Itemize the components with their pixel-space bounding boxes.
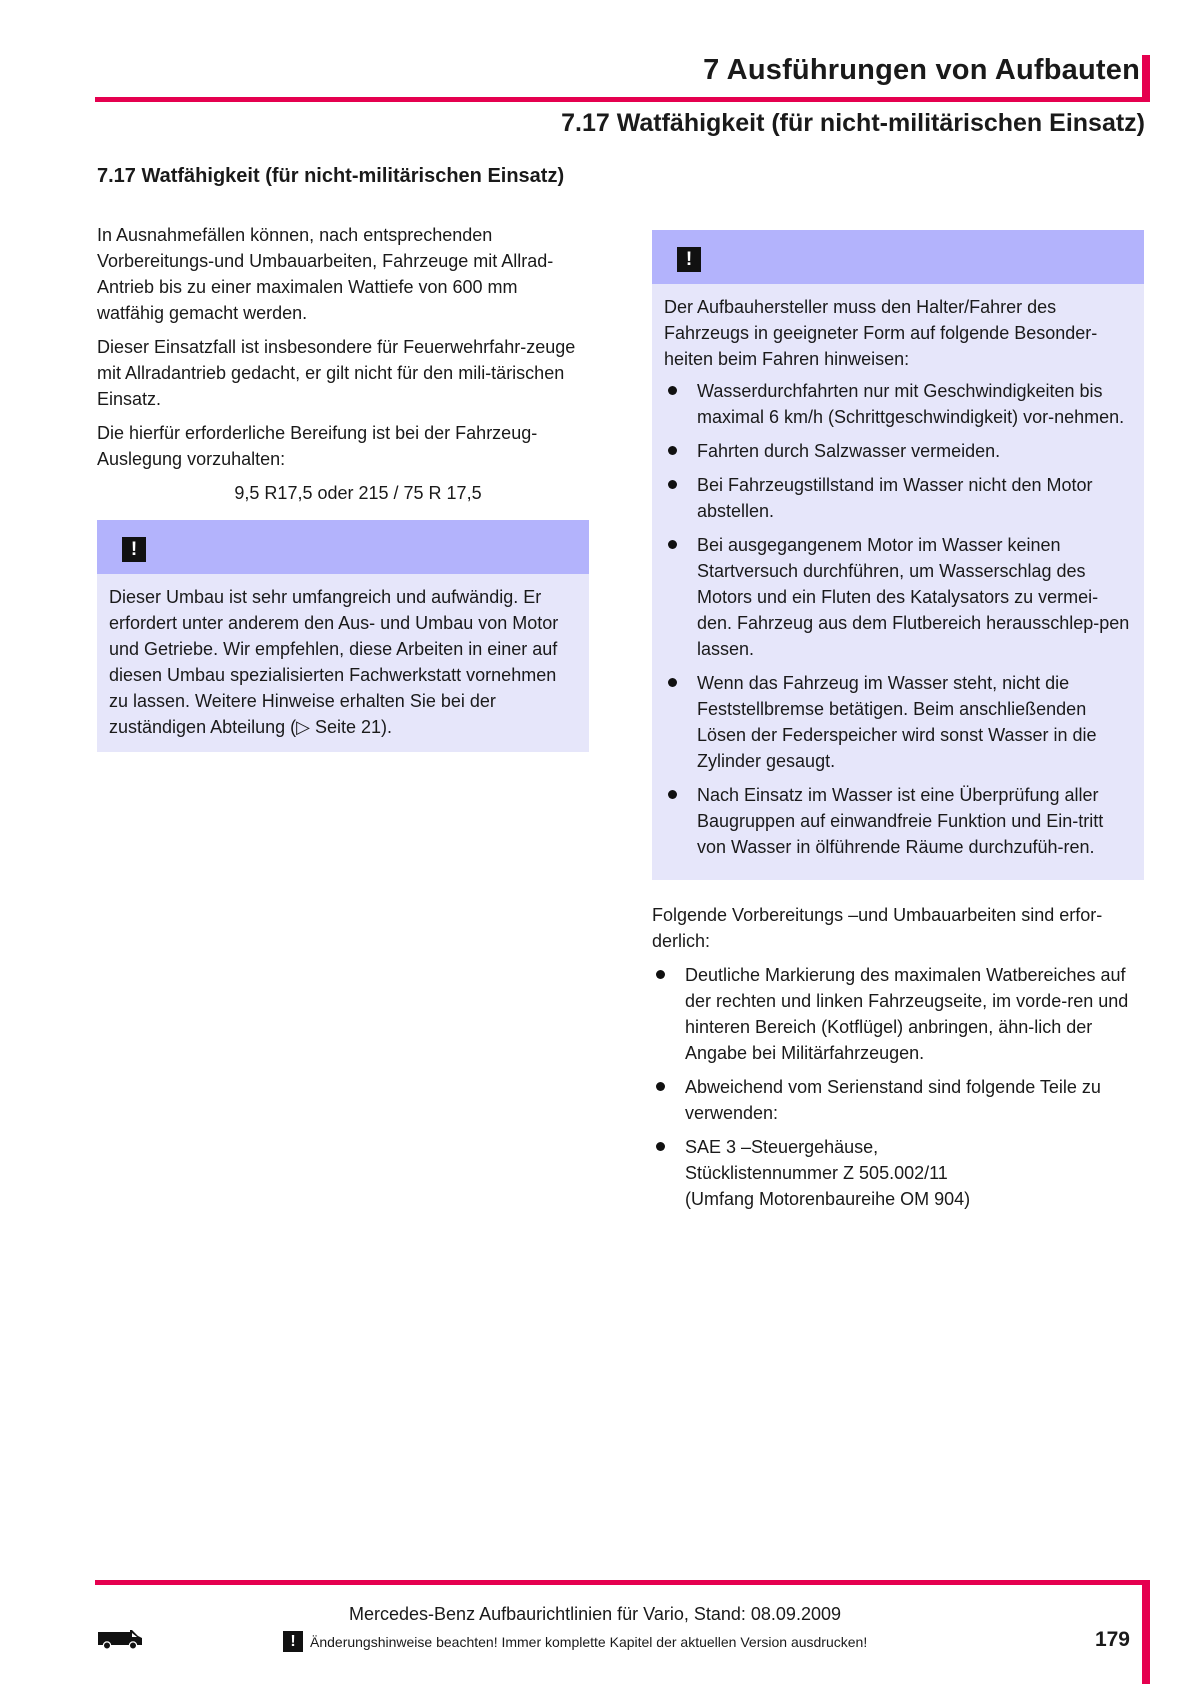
footer-rule [95,1580,1150,1585]
chapter-title: 7 Ausführungen von Aufbauten [703,54,1140,86]
chapter-bar [1142,55,1150,101]
bullet-icon [668,386,677,395]
notice-box [97,520,589,752]
bullet-icon [668,540,677,549]
bullet-icon [668,790,677,799]
list-item [664,532,1132,662]
usage-paragraph: Dieser Einsatzfall ist insbesondere für Feuerwehrfahr-zeuge mit Allradantrieb gedacht, er gilt nicht für den mili-tärischen Einsatz. [97,337,576,409]
intro-paragraph: In Ausnahmefällen können, nach entsprechenden Vorbereitungs-und Umbauarbeiten, Fahrzeuge mit Allrad-Antrieb bis zu einer maximalen Wattiefe von 600 mm watfähig gemacht werden. [97,225,554,323]
sae-line-2: Stücklistennummer Z 505.002/11 [685,1163,948,1183]
notice-header [652,230,1144,284]
list-item [652,1134,1144,1212]
exclamation-icon: ! [677,247,701,272]
notice-text: Dieser Umbau ist sehr umfangreich und aufwändig. Er erfordert unter anderem den Aus- und Umbau von Motor und Getriebe. Wir empfehlen, diese Arbeiten in einer auf diesen Umbau spezialisierten Fachwerkstatt vornehmen zu lassen. Weitere Hinweise erhalten Sie bei der zuständigen Abteilung (▷ Seite 21). [109,587,559,737]
list-item-text: Wasserdurchfahrten nur mit Geschwindigkeiten bis maximal 6 km/h (Schrittgeschwindigkeit) vor-nehmen. [697,381,1125,427]
notice-body [652,284,1144,880]
list-item-text: Bei Fahrzeugstillstand im Wasser nicht den Motor abstellen. [697,475,1093,521]
list-item [664,438,1132,464]
notice-intro: Der Aufbauhersteller muss den Halter/Fahrer des Fahrzeugs in geeigneter Form auf folgende Besonder-heiten beim Fahren hinweisen: [664,297,1098,369]
page-number: 179 [1094,1628,1130,1651]
notice-body [97,574,589,752]
sae-line-1: SAE 3 –Steuergehäuse, [685,1137,879,1157]
list-item-text: Abweichend vom Serienstand sind folgende Teile zu verwenden: [685,1077,1101,1123]
list-item-text: Deutliche Markierung des maximalen Watbereiches auf der rechten und linken Fahrzeugseite, im vorde-ren und hinteren Bereich (Kotflügel) anbringen, ähn-lich der Angabe bei Militärfahrzeugen. [685,965,1129,1063]
right-column [652,230,1144,1220]
list-item-text: Nach Einsatz im Wasser ist eine Überprüfung aller Baugruppen auf einwandfreie Funktion und Ein-tritt von Wasser in ölführende Räume durchzufüh-ren. [697,785,1104,857]
tyre-spec: 9,5 R17,5 oder 215 / 75 R 17,5 [234,483,482,503]
list-item [652,1074,1144,1126]
section-heading: 7.17 Watfähigkeit (für nicht-militärischen Einsatz) [97,165,565,187]
prep-list [652,962,1144,1212]
chapter-rule [95,97,1150,102]
list-item-text: Bei ausgegangenem Motor im Wasser keinen Startversuch durchführen, um Wasserschlag des Motors und ein Fluten des Katalysators zu vermei-den. Fahrzeug aus dem Flutbereich herausschlep-pen lassen. [697,535,1130,659]
footer-title: Mercedes-Benz Aufbaurichtlinien für Vario, Stand: 08.09.2009 [349,1604,841,1624]
left-column [97,222,589,752]
footer-note-text: Änderungshinweise beachten! Immer komplette Kapitel der aktuellen Version ausdrucken! [310,1633,868,1650]
bullet-icon [668,678,677,687]
prep-intro: Folgende Vorbereitungs –und Umbauarbeiten sind erfor-derlich: [652,905,1103,951]
exclamation-icon: ! [122,537,146,562]
tyre-paragraph: Die hierfür erforderliche Bereifung ist bei der Fahrzeug-Auslegung vorzuhalten: [97,423,538,469]
bullet-icon [668,480,677,489]
list-item [652,962,1144,1066]
notice-list [664,378,1132,860]
sae-line-3: (Umfang Motorenbaureihe OM 904) [685,1189,971,1209]
list-item-text: Fahrten durch Salzwasser vermeiden. [697,441,1001,461]
list-item [664,670,1132,774]
bullet-icon [656,970,665,979]
footer-note [283,1631,867,1652]
footer-bar [1142,1580,1150,1684]
list-item [664,378,1132,430]
notice-header [97,520,589,574]
list-item [664,472,1132,524]
section-title-header: 7.17 Watfähigkeit (für nicht-militärischen Einsatz) [561,109,1145,137]
list-item [664,782,1132,860]
bullet-icon [668,446,677,455]
list-item-text: Wenn das Fahrzeug im Wasser steht, nicht die Feststellbremse betätigen. Beim anschließenden Lösen der Federspeicher wird sonst Wasser in die Zylinder gesaugt. [697,673,1097,771]
driver-notice-box [652,230,1144,880]
bullet-icon [656,1082,665,1091]
exclamation-icon: ! [283,1631,303,1652]
bullet-icon [656,1142,665,1151]
van-icon [96,1626,144,1650]
